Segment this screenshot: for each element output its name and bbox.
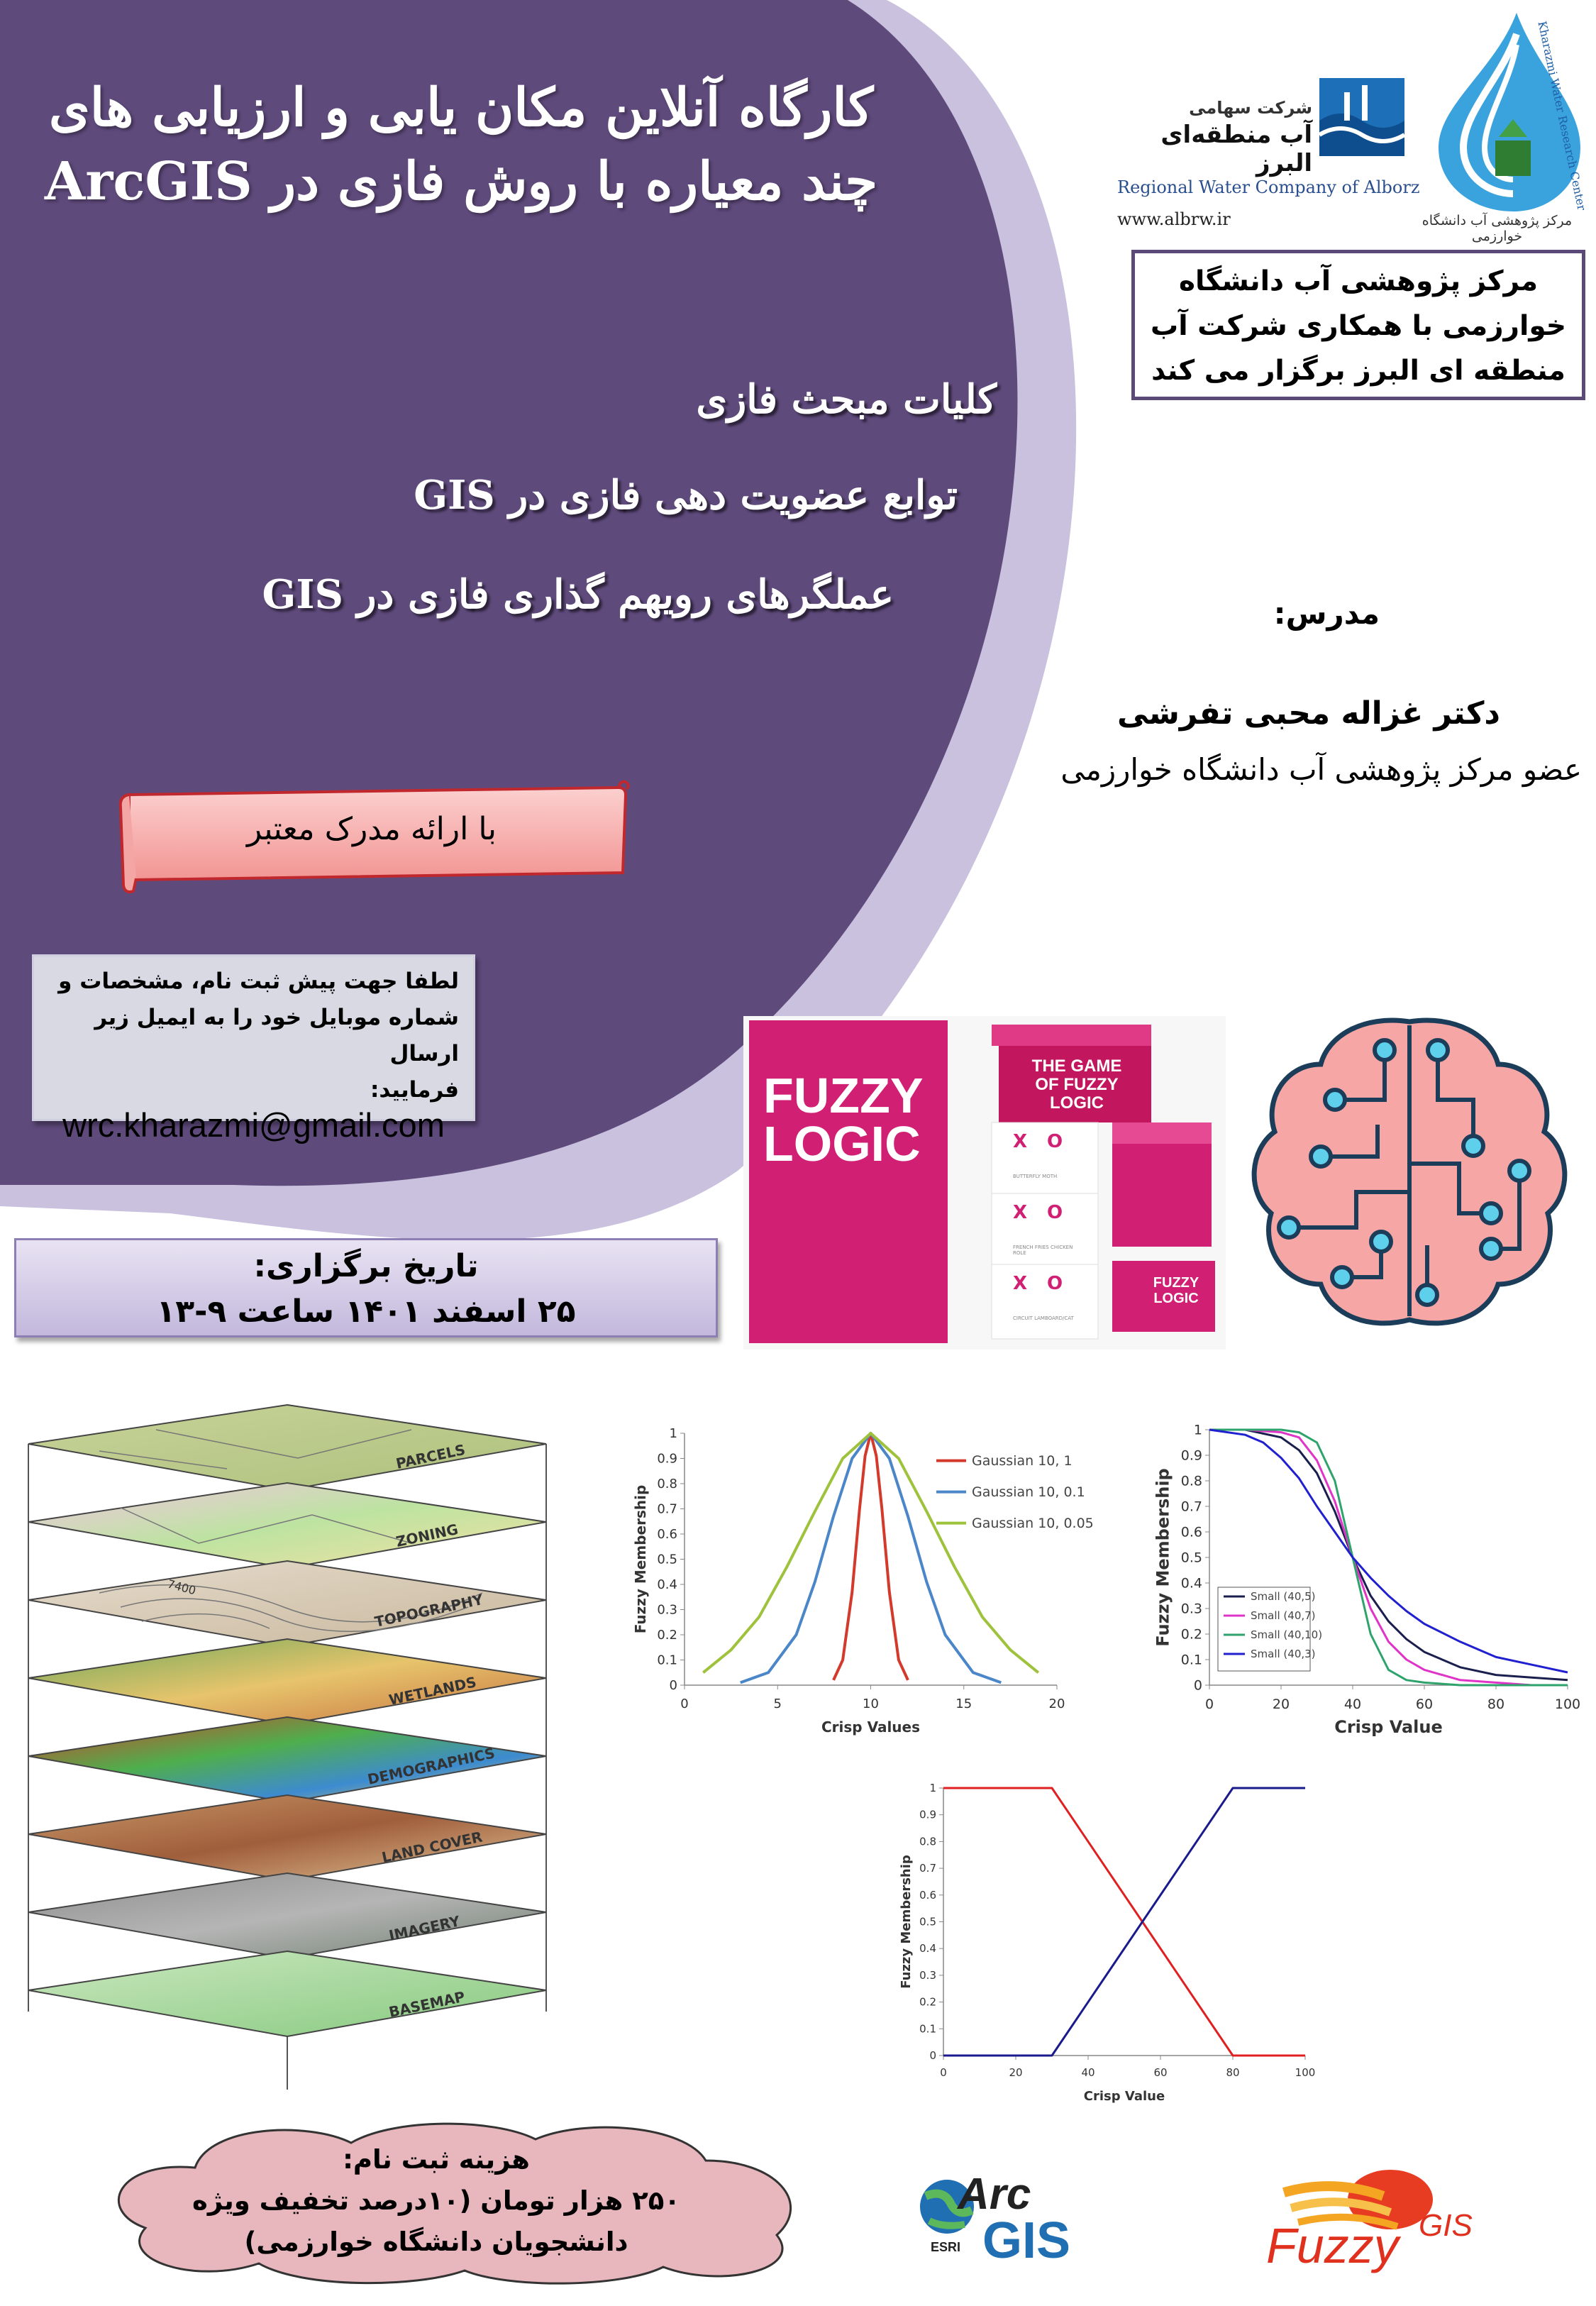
layer-label-basemap: BASEMAP <box>387 1987 467 2021</box>
event-date-box <box>14 1238 718 1337</box>
event-date-value: ۲۵ اسفند ۱۴۰۱ ساعت ۹-۱۳ <box>156 1293 576 1330</box>
legend-label-1: Gaussian 10, 1 <box>972 1453 1073 1469</box>
y-tick-label: 0.1 <box>919 2022 936 2036</box>
layer-label-topography: TOPOGRAPHY <box>373 1591 485 1631</box>
y-tick-label: 0.3 <box>919 1968 936 1982</box>
topo-contour-label: 7400 <box>165 1577 198 1598</box>
x-tick-label: 5 <box>773 1697 782 1711</box>
card-1 <box>1013 1131 1084 1179</box>
x-tick-label: 60 <box>1415 1697 1434 1712</box>
layer-label-parcels: PARCELS <box>394 1440 467 1472</box>
layer-label-zoning: ZONING <box>394 1520 460 1550</box>
instruction-line-2: شماره موبایل خود را به ایمیل زیر ارسال <box>94 1005 459 1066</box>
registration-instructions <box>34 956 473 1108</box>
card-2 <box>1013 1202 1084 1256</box>
registration-email[interactable]: wrc.kharazmi@gmail.com <box>62 1106 445 1144</box>
y-tick-label: 0.6 <box>657 1527 677 1542</box>
card-caption: BUTTERFLY <box>1013 1174 1041 1179</box>
small-box-label: FUZZY LOGIC <box>1153 1275 1199 1306</box>
instructor-affiliation: عضو مرکز پژوهشی آب دانشگاه خوارزمی <box>1060 752 1582 787</box>
card-o-mark: O <box>1047 1273 1063 1294</box>
x-tick-label: 100 <box>1295 2066 1316 2079</box>
x-axis-label: Crisp Value <box>1083 2089 1165 2104</box>
y-tick-label: 0.9 <box>1180 1447 1202 1464</box>
brain-circuit-icon <box>1236 1000 1587 1348</box>
y-axis-label: Fuzzy Membership <box>899 1855 914 1989</box>
y-tick-label: 0.1 <box>657 1653 677 1668</box>
company-small-label: شرکت سهامی <box>1189 98 1312 118</box>
y-tick-label: 0.2 <box>657 1628 677 1643</box>
y-tick-label: 0 <box>929 2049 936 2062</box>
arcgis-arc-text: Arc <box>958 2170 1031 2219</box>
y-tick-label: 0.5 <box>657 1552 677 1567</box>
organizer-line-2: خوارزمی با همکاری شرکت آب <box>1151 310 1566 342</box>
y-tick-label: 0.3 <box>1180 1601 1202 1617</box>
x-tick-label: 0 <box>680 1697 689 1711</box>
y-tick-label: 0.2 <box>1180 1626 1202 1643</box>
gis-layers-illustration <box>14 1401 560 2104</box>
box-top-label: THE GAME OF FUZZY LOGIC <box>1031 1057 1122 1113</box>
card-caption: CIRCUIT <box>1013 1315 1033 1321</box>
x-axis-label: Crisp Value <box>1334 1717 1443 1737</box>
y-tick-label: 0.4 <box>1180 1575 1202 1591</box>
instructor-label: مدرس: <box>1273 596 1380 631</box>
y-tick-label: 0.5 <box>919 1915 936 1929</box>
esri-text: ESRI <box>931 2240 961 2254</box>
legend-label-4: Small (40,3) <box>1251 1648 1316 1660</box>
y-axis-label: Fuzzy Membership <box>632 1484 650 1634</box>
series-line-1 <box>943 1788 1305 2056</box>
y-tick-label: 0.7 <box>657 1501 677 1517</box>
card-x-mark: X <box>1013 1273 1028 1294</box>
fee-text <box>135 2139 738 2263</box>
y-tick-label: 1 <box>1193 1422 1202 1438</box>
y-tick-label: 1 <box>929 1782 936 1794</box>
organizer-box <box>1131 250 1585 400</box>
series-line-1 <box>833 1433 908 1680</box>
card-caption: FRENCH FRIES <box>1013 1245 1049 1250</box>
legend-label-2: Small (40,7) <box>1251 1609 1316 1622</box>
x-tick-label: 80 <box>1226 2066 1240 2079</box>
card-o-mark: O <box>1047 1131 1063 1152</box>
title-line-2: چند معیاره با روش فازی در ArcGIS <box>44 151 878 212</box>
layer-label-land-cover: LAND COVER <box>380 1828 484 1866</box>
legend-label-2: Gaussian 10, 0.1 <box>972 1484 1085 1500</box>
organizer-line-1: مرکز پژوهشی آب دانشگاه <box>1178 265 1539 297</box>
registration-box <box>32 954 475 1144</box>
y-tick-label: 0.4 <box>657 1577 677 1592</box>
fuzzy-gis-logo <box>1259 2157 1514 2278</box>
organizer-line-3: منطقه ای البرز برگزار می کند <box>1151 355 1565 387</box>
layer-label-wetlands: WETLANDS <box>387 1673 478 1709</box>
small-membership-chart <box>1142 1408 1585 1749</box>
instruction-line-1: لطفا جهت پیش ثبت نام، مشخصات و <box>58 969 459 994</box>
card-caption: LAMBOARD/CAT <box>1034 1315 1074 1321</box>
series-line-2 <box>741 1433 1002 1682</box>
instructor-name: دکتر غزاله محبی تفرشی <box>1117 695 1500 732</box>
topic-2: توابع عضویت دهی فازی در GIS <box>414 472 958 519</box>
y-tick-label: 0.9 <box>919 1808 936 1821</box>
y-tick-label: 0.7 <box>919 1862 936 1875</box>
x-tick-label: 40 <box>1343 1697 1362 1712</box>
page-title <box>14 71 908 219</box>
x-tick-label: 20 <box>1009 2066 1023 2079</box>
card-3 <box>1013 1273 1084 1321</box>
card-caption: MOTH <box>1042 1174 1058 1179</box>
certificate-text: با ارائه مدرک معتبر <box>246 811 497 847</box>
y-tick-label: 0.6 <box>919 1888 936 1902</box>
y-tick-label: 0.4 <box>919 1942 936 1955</box>
research-center-logo <box>1410 6 1589 244</box>
legend-label-3: Small (40,10) <box>1251 1628 1323 1641</box>
topic-1: کلیات مبحث فازی <box>696 376 997 423</box>
fuzzy-gis-text: GIS <box>1419 2208 1473 2243</box>
fee-line-1: ۲۵۰ هزار تومان (۱۰درصد تخفیف ویژه <box>192 2185 680 2216</box>
y-tick-label: 0.5 <box>1180 1550 1202 1566</box>
y-tick-label: 0.8 <box>1180 1473 1202 1489</box>
x-tick-label: 0 <box>1204 1697 1214 1712</box>
x-tick-label: 0 <box>940 2066 947 2079</box>
y-axis-label: Fuzzy Membership <box>1153 1468 1173 1647</box>
event-date-label: تاریخ برگزاری: <box>253 1248 479 1284</box>
instruction-line-3: فرمایید: <box>370 1077 459 1103</box>
series-line-2 <box>943 1788 1305 2056</box>
alborz-water-logo <box>1107 78 1420 241</box>
x-tick-label: 60 <box>1153 2066 1168 2079</box>
x-tick-label: 100 <box>1554 1697 1581 1712</box>
y-tick-label: 0.3 <box>657 1602 677 1618</box>
x-tick-label: 20 <box>1272 1697 1290 1712</box>
y-tick-label: 1 <box>669 1426 677 1441</box>
research-center-en: Kharazmi Water Research Center <box>1535 20 1589 212</box>
x-tick-label: 40 <box>1081 2066 1095 2079</box>
y-tick-label: 0.8 <box>657 1477 677 1491</box>
x-tick-label: 20 <box>1048 1697 1065 1711</box>
y-tick-label: 0.6 <box>1180 1524 1202 1540</box>
linear-membership-chart <box>887 1767 1326 2114</box>
series-line-3 <box>703 1433 1038 1672</box>
title-line-1: کارگاه آنلاین مکان یابی و ارزیابی های <box>48 77 874 138</box>
y-tick-label: 0.2 <box>919 1995 936 2009</box>
research-center-fa: مرکز پژوهشی آب دانشگاه خوارزمی <box>1422 213 1573 244</box>
y-tick-label: 0.7 <box>1180 1499 1202 1515</box>
card-x-mark: X <box>1013 1202 1028 1223</box>
fuzzy-text: Fuzzy <box>1266 2218 1399 2273</box>
legend-label-1: Small (40,5) <box>1251 1590 1316 1603</box>
x-tick-label: 10 <box>863 1697 879 1711</box>
fee-line-2: دانشجویان دانشگاه خوارزمی) <box>244 2227 628 2257</box>
company-name-en: Regional Water Company of Alborz <box>1117 177 1420 197</box>
y-tick-label: 0.8 <box>919 1835 936 1848</box>
arcgis-gis-text: GIS <box>982 2212 1071 2269</box>
arcgis-logo <box>915 2170 1128 2274</box>
certificate-banner <box>113 779 630 896</box>
y-tick-label: 0 <box>669 1678 677 1693</box>
topic-3: عملگرهای رویهم گذاری فازی در GIS <box>262 571 894 618</box>
x-axis-label: Crisp Values <box>821 1719 921 1736</box>
legend-label-3: Gaussian 10, 0.05 <box>972 1516 1094 1531</box>
card-o-mark: O <box>1047 1202 1063 1223</box>
gaussian-chart <box>603 1412 1114 1767</box>
fee-label: هزینه ثبت نام: <box>343 2144 530 2175</box>
x-tick-label: 80 <box>1487 1697 1505 1712</box>
card-x-mark: X <box>1013 1131 1028 1152</box>
x-tick-label: 15 <box>955 1697 972 1711</box>
card-caption: CHICKEN ROLE <box>1013 1245 1073 1256</box>
company-url: www.albrw.ir <box>1117 209 1231 229</box>
fuzzy-logic-game-image <box>743 1016 1226 1350</box>
y-tick-label: 0.1 <box>1180 1652 1202 1668</box>
layer-label-imagery: IMAGERY <box>387 1912 462 1944</box>
y-tick-label: 0 <box>1193 1677 1202 1694</box>
y-tick-label: 0.9 <box>657 1451 677 1467</box>
layer-label-demographics: DEMOGRAPHICS <box>366 1744 497 1788</box>
company-name-fa: آب منطقه‌ای البرز <box>1160 121 1312 177</box>
fuzzy-logic-brand: FUZZY LOGIC <box>763 1068 923 1171</box>
